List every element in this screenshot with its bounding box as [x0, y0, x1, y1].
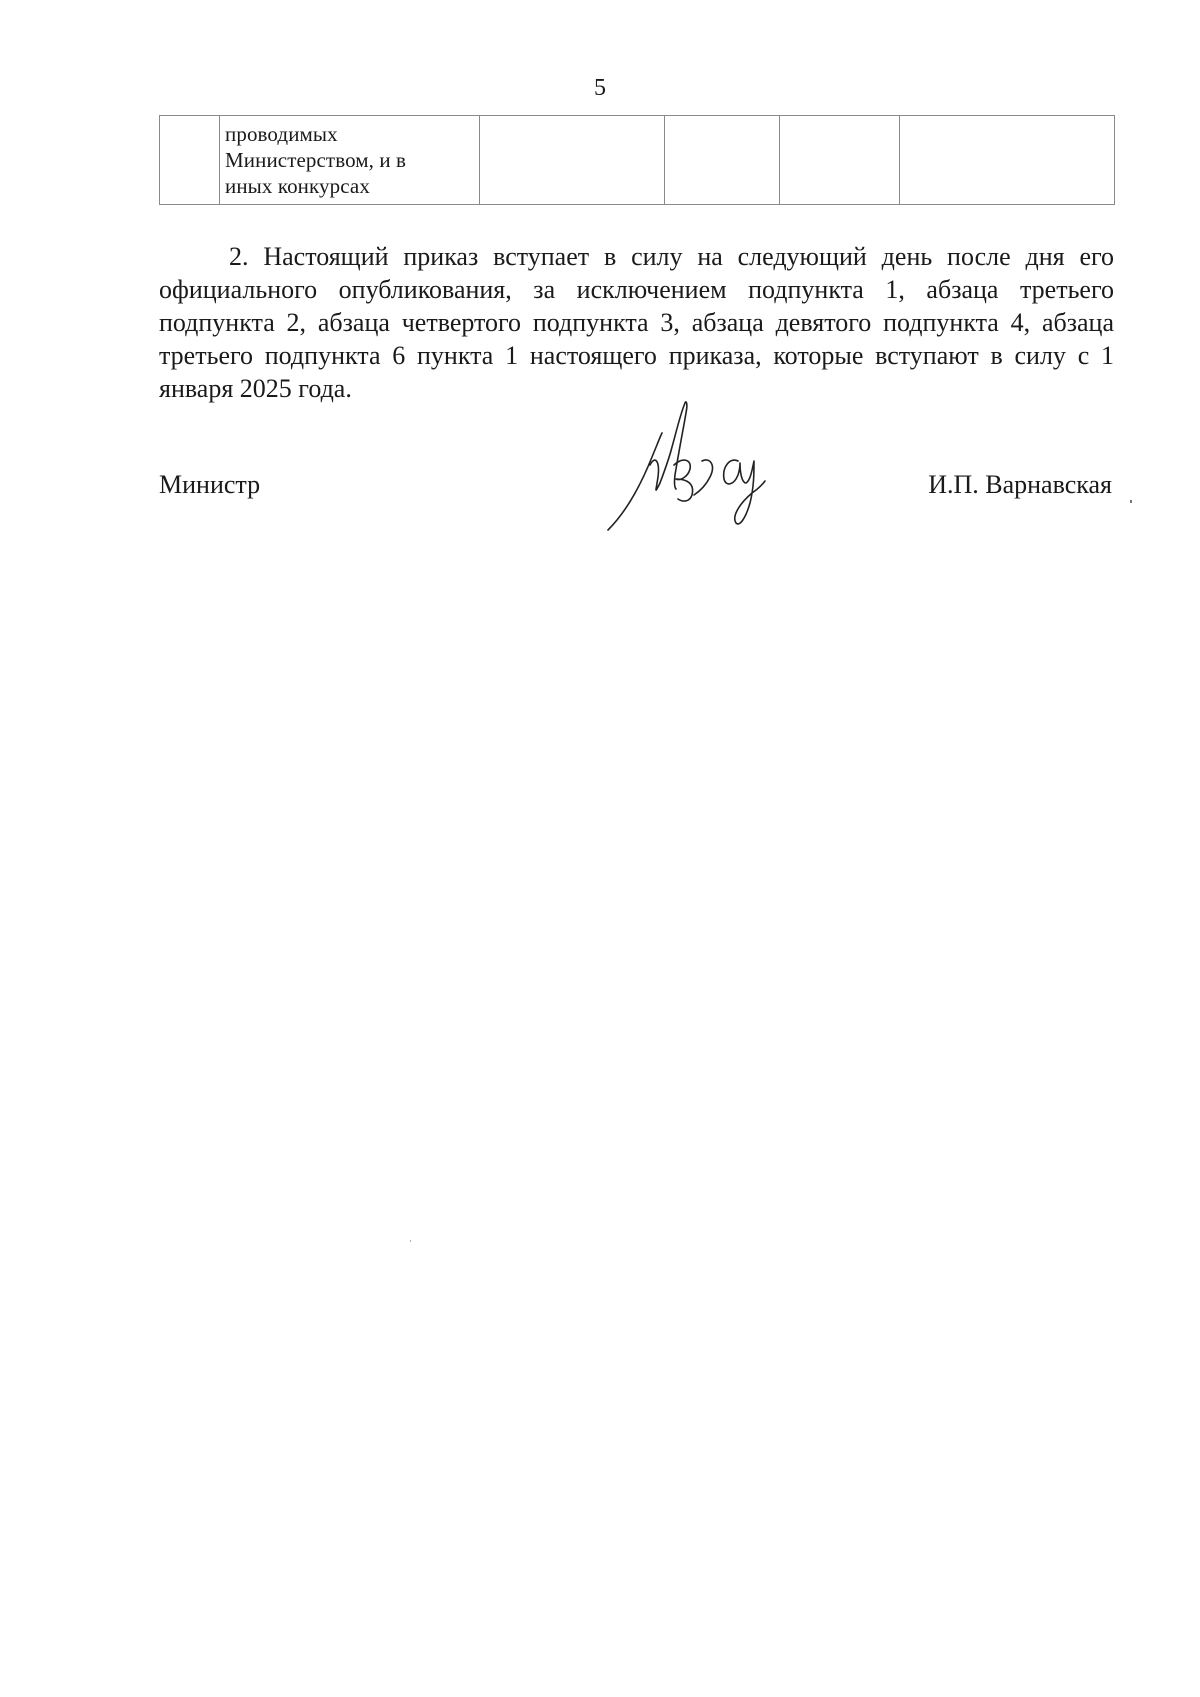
table-cell-text: проводимых Министерством, и в иных конкурсах — [225, 122, 407, 198]
scan-speck — [410, 1240, 411, 1242]
signatory-role: Министр — [159, 470, 261, 499]
handwritten-signature — [600, 395, 800, 545]
table-cell — [220, 116, 480, 205]
table-cell — [780, 116, 900, 205]
page-number: 5 — [594, 75, 606, 101]
table-cell — [160, 116, 220, 205]
continuation-table — [159, 115, 1115, 205]
body-paragraph: 2. Настоящий приказ вступает в силу на следующий день после дня его официального опубликования, за исключением подпункта 1, абзаца третьего подпункта 2, абзаца четвертого подпункта 3, абзаца девятого подпункта 4, абзаца третьего подпункта 6 пункта 1 настоящего приказа, которые вступают в силу с 1 января 2025 года. — [159, 242, 1114, 403]
table-row — [160, 116, 1115, 205]
table-cell — [665, 116, 780, 205]
scan-speck — [1130, 500, 1132, 503]
signatory-name: И.П. Варнавская — [928, 470, 1112, 499]
table-cell — [900, 116, 1115, 205]
table-cell — [480, 116, 665, 205]
